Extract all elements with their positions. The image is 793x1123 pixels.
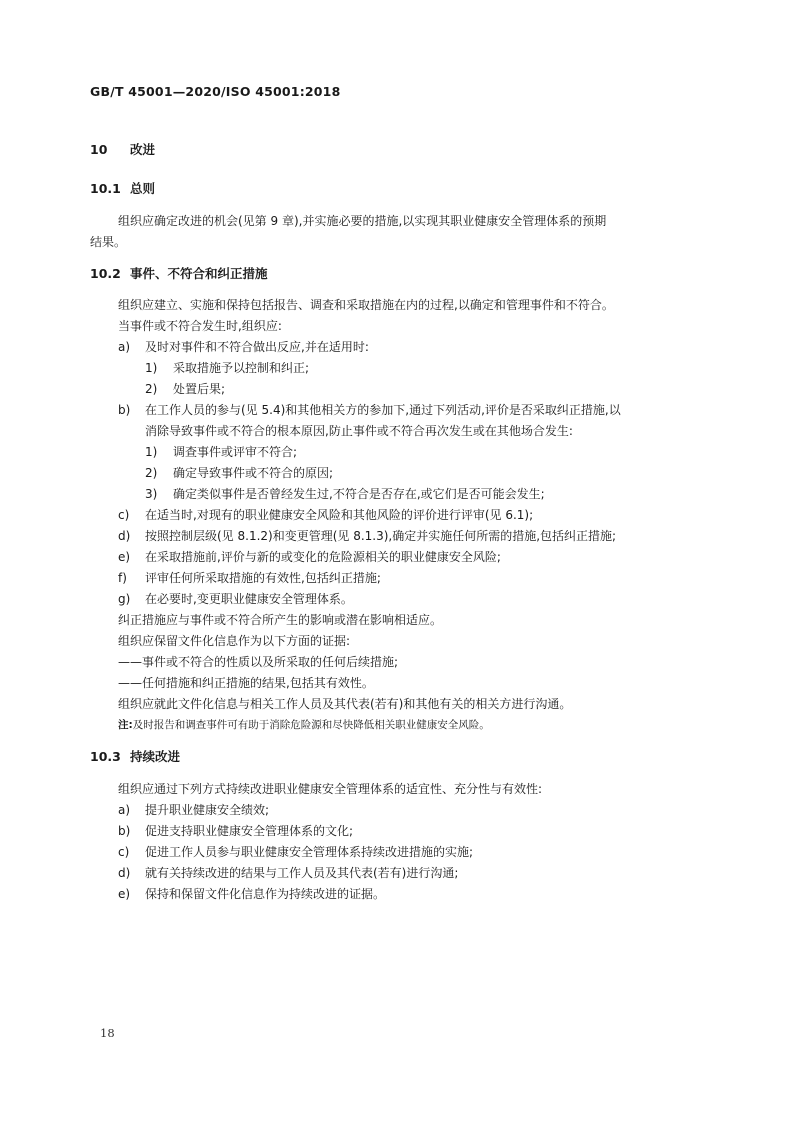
section-10-heading: [90, 142, 155, 158]
note-text: 及时报告和调查事件可有助于消除危险源和尽快降低相关职业健康安全风险。: [132, 719, 490, 731]
list-item: 及时对事件和不符合做出反应,并在适用时:: [145, 340, 369, 354]
section-number: 10: [90, 142, 108, 157]
page-number: 18: [100, 1026, 115, 1040]
section-title: 持续改进: [130, 749, 181, 764]
section-number: 10.2: [90, 266, 121, 281]
list-marker: 2): [145, 466, 158, 480]
dash-item: ——事件或不符合的性质以及所采取的任何后续措施;: [118, 655, 399, 669]
list-marker: 3): [145, 487, 158, 501]
list-item: 促进工作人员参与职业健康安全管理体系持续改进措施的实施;: [145, 845, 474, 859]
paragraph: 组织应建立、实施和保持包括报告、调查和采取措施在内的过程,以确定和管理事件和不符合。: [118, 298, 614, 312]
section-title: 总则: [130, 181, 156, 196]
list-marker: 1): [145, 361, 158, 375]
list-marker: a): [118, 340, 131, 354]
list-marker: g): [118, 592, 131, 606]
list-item: 提升职业健康安全绩效;: [145, 803, 270, 817]
list-marker: a): [118, 803, 131, 817]
list-marker: e): [118, 887, 131, 901]
dash-item: ——任何措施和纠正措施的结果,包括其有效性。: [118, 676, 374, 690]
paragraph: 组织应保留文件化信息作为以下方面的证据:: [118, 634, 351, 648]
list-marker: c): [118, 845, 130, 859]
section-10-2-heading: [90, 266, 268, 282]
section-title: 改进: [130, 142, 156, 157]
note: [118, 718, 490, 732]
standard-header: GB/T 45001—2020/ISO 45001:2018: [90, 84, 341, 99]
list-item: 评审任何所采取措施的有效性,包括纠正措施;: [145, 571, 381, 585]
list-item: 按照控制层级(见 8.1.2)和变更管理(见 8.1.3),确定并实施任何所需的措施,包括纠正措施;: [145, 529, 617, 543]
list-item-continuation: 消除导致事件或不符合的根本原因,防止事件或不符合再次发生或在其他场合发生:: [145, 424, 573, 438]
list-marker: f): [118, 571, 127, 585]
paragraph: 组织应确定改进的机会(见第 9 章),并实施必要的措施,以实现其职业健康安全管理体系的预期: [118, 214, 607, 228]
section-10-1-heading: [90, 181, 155, 197]
list-item: 就有关持续改进的结果与工作人员及其代表(若有)进行沟通;: [145, 866, 459, 880]
list-marker: b): [118, 824, 131, 838]
list-marker: 2): [145, 382, 158, 396]
list-item: 确定类似事件是否曾经发生过,不符合是否存在,或它们是否可能会发生;: [173, 487, 545, 501]
list-marker: e): [118, 550, 131, 564]
paragraph: 组织应通过下列方式持续改进职业健康安全管理体系的适宜性、充分性与有效性:: [118, 782, 543, 796]
list-item: 在工作人员的参与(见 5.4)和其他相关方的参加下,通过下列活动,评价是否采取纠正措施,以: [145, 403, 621, 417]
section-number: 10.1: [90, 181, 121, 196]
paragraph: 当事件或不符合发生时,组织应:: [118, 319, 282, 333]
paragraph: 纠正措施应与事件或不符合所产生的影响或潜在影响相适应。: [118, 613, 443, 627]
list-item: 处置后果;: [173, 382, 226, 396]
section-10-3-heading: [90, 749, 180, 765]
list-item: 采取措施予以控制和纠正;: [173, 361, 310, 375]
section-title: 事件、不符合和纠正措施: [130, 266, 268, 281]
list-marker: 1): [145, 445, 158, 459]
list-marker: b): [118, 403, 131, 417]
list-item: 确定导致事件或不符合的原因;: [173, 466, 334, 480]
note-label: 注:: [118, 719, 133, 731]
list-item: 在适当时,对现有的职业健康安全风险和其他风险的评价进行评审(见 6.1);: [145, 508, 534, 522]
list-marker: d): [118, 529, 131, 543]
paragraph-continuation: 结果。: [90, 235, 127, 249]
list-marker: d): [118, 866, 131, 880]
list-item: 在采取措施前,评价与新的或变化的危险源相关的职业健康安全风险;: [145, 550, 501, 564]
list-marker: c): [118, 508, 130, 522]
section-number: 10.3: [90, 749, 121, 764]
list-item: 促进支持职业健康安全管理体系的文化;: [145, 824, 354, 838]
list-item: 调查事件或评审不符合;: [173, 445, 298, 459]
list-item: 保持和保留文件化信息作为持续改进的证据。: [145, 887, 386, 901]
list-item: 在必要时,变更职业健康安全管理体系。: [145, 592, 353, 606]
paragraph: 组织应就此文件化信息与相关工作人员及其代表(若有)和其他有关的相关方进行沟通。: [118, 697, 572, 711]
